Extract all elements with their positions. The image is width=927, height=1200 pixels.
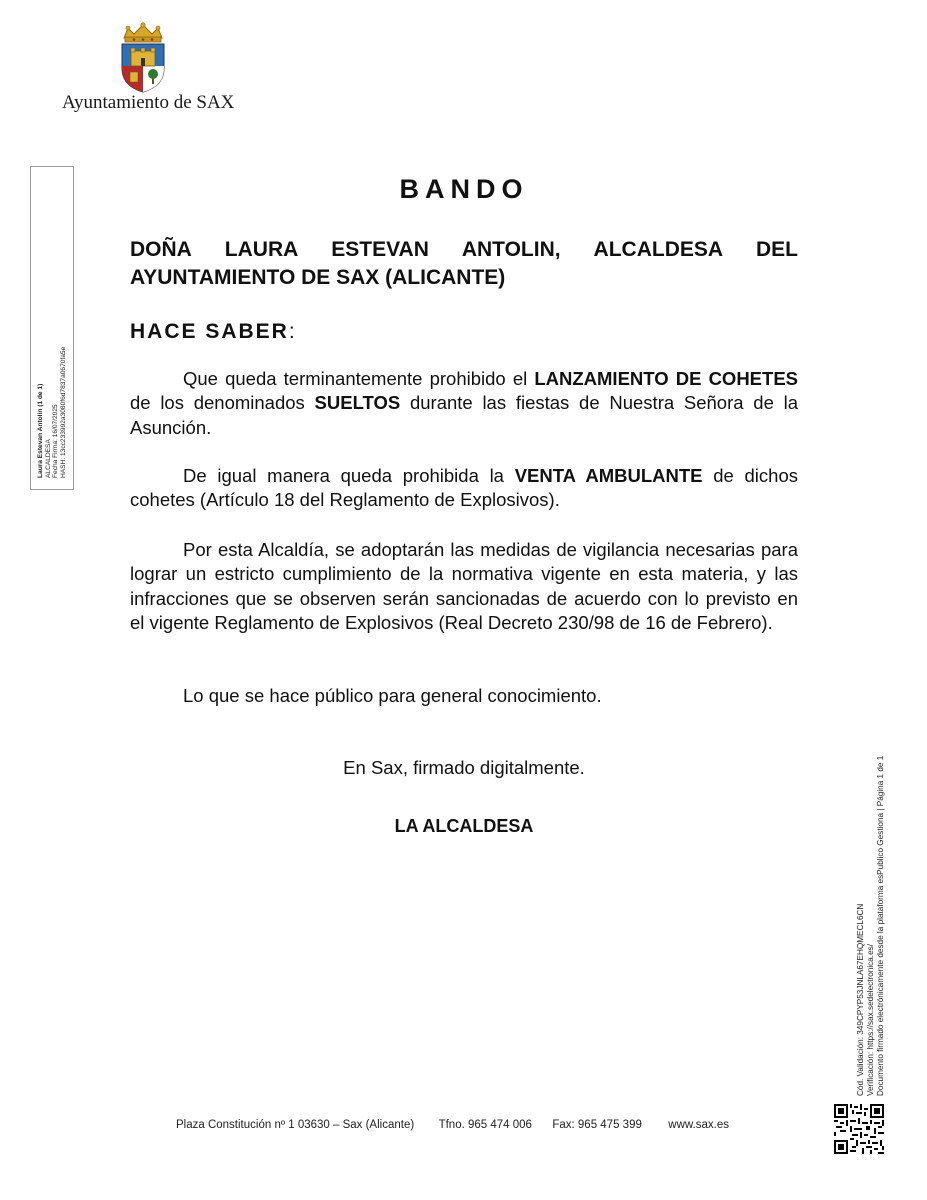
signature-stamp — [37, 178, 67, 478]
signature-role: ALCALDESA — [44, 439, 52, 478]
hace-saber-heading — [130, 320, 295, 344]
paragraph-notice — [130, 684, 798, 708]
signer-title: LA ALCALDESA — [394, 816, 534, 836]
verification-url[interactable]: Verificación: https://sax.sedelectronica.es/ — [866, 944, 875, 1096]
paragraph-text: durante las fiestas de Nuestra Señora de la Asunción. — [130, 392, 799, 438]
paragraph-prohibition — [130, 367, 798, 440]
document-heading: DOÑA LAURA ESTEVAN ANTOLIN, ALCALDESA DEL AYUNTAMIENTO DE SAX (ALICANTE) — [130, 238, 798, 289]
paragraph-bold-text: VENTA AMBULANTE — [514, 465, 703, 486]
signature-hash: HASH: 13cc233992a3080f6d7837a0670fa5e — [59, 346, 67, 478]
paragraph-bold-text: LANZAMIENTO DE COHETES — [534, 368, 798, 389]
paragraph-text: Que queda terminantemente prohibido el — [183, 368, 535, 389]
place-date: En Sax, firmado digitalmente. — [343, 757, 585, 778]
paragraph-text: de dichos cohetes (Artículo 18 del Reglamento de Explosivos). — [130, 465, 798, 511]
verification-block — [856, 716, 886, 1096]
paragraph-text: De igual manera queda prohibida la — [183, 465, 515, 486]
footer-contact — [176, 1119, 729, 1131]
paragraph-bold-text: SUELTOS — [314, 392, 401, 414]
paragraph-enforcement — [130, 538, 798, 635]
footer-phone: Tfno. 965 474 006 — [438, 1119, 532, 1131]
organization-name: Ayuntamiento de SAX — [62, 92, 235, 113]
paragraph-street-sale — [130, 464, 798, 513]
qr-code-icon — [834, 1104, 884, 1154]
paragraph-text: de los denominados — [130, 392, 315, 414]
signature-signer: Laura Estevan Antolin (1 de 1) — [36, 383, 44, 478]
footer-fax: Fax: 965 475 399 — [552, 1119, 642, 1131]
paragraph-text: Por esta Alcaldía, se adoptarán las medidas de vigilancia necesarias para lograr un estricto cumplimiento de la normativa vigente en esta materia, y las infracciones que se observen serán sancionadas de acuerdo con lo previsto en el vigente Reglamento de Explosivos (Real Decreto 230/98 de 16 de Febrero). — [130, 539, 798, 633]
paragraph-text: Lo que se hace público para general conocimiento. — [183, 685, 602, 706]
coat-of-arms-icon — [116, 22, 170, 94]
footer-website[interactable]: www.sax.es — [668, 1119, 729, 1131]
signature-date: Fecha Firma: 16/07/2025 — [52, 404, 59, 478]
footer-address: Plaza Constitución nº 1 03630 – Sax (Alicante) — [176, 1119, 415, 1131]
document-title: BANDO — [399, 174, 529, 204]
hace-saber-text: HACE SABER — [130, 320, 289, 343]
verification-code: Cód. Validación: 349CPYP53JNLA67EHQMECL6CN — [856, 903, 865, 1096]
verification-note: Documento firmado electrónicamente desde la plataforma esPublico Gestiona | Página 1 de 1 — [876, 755, 885, 1096]
hace-saber-colon: : — [288, 320, 295, 343]
